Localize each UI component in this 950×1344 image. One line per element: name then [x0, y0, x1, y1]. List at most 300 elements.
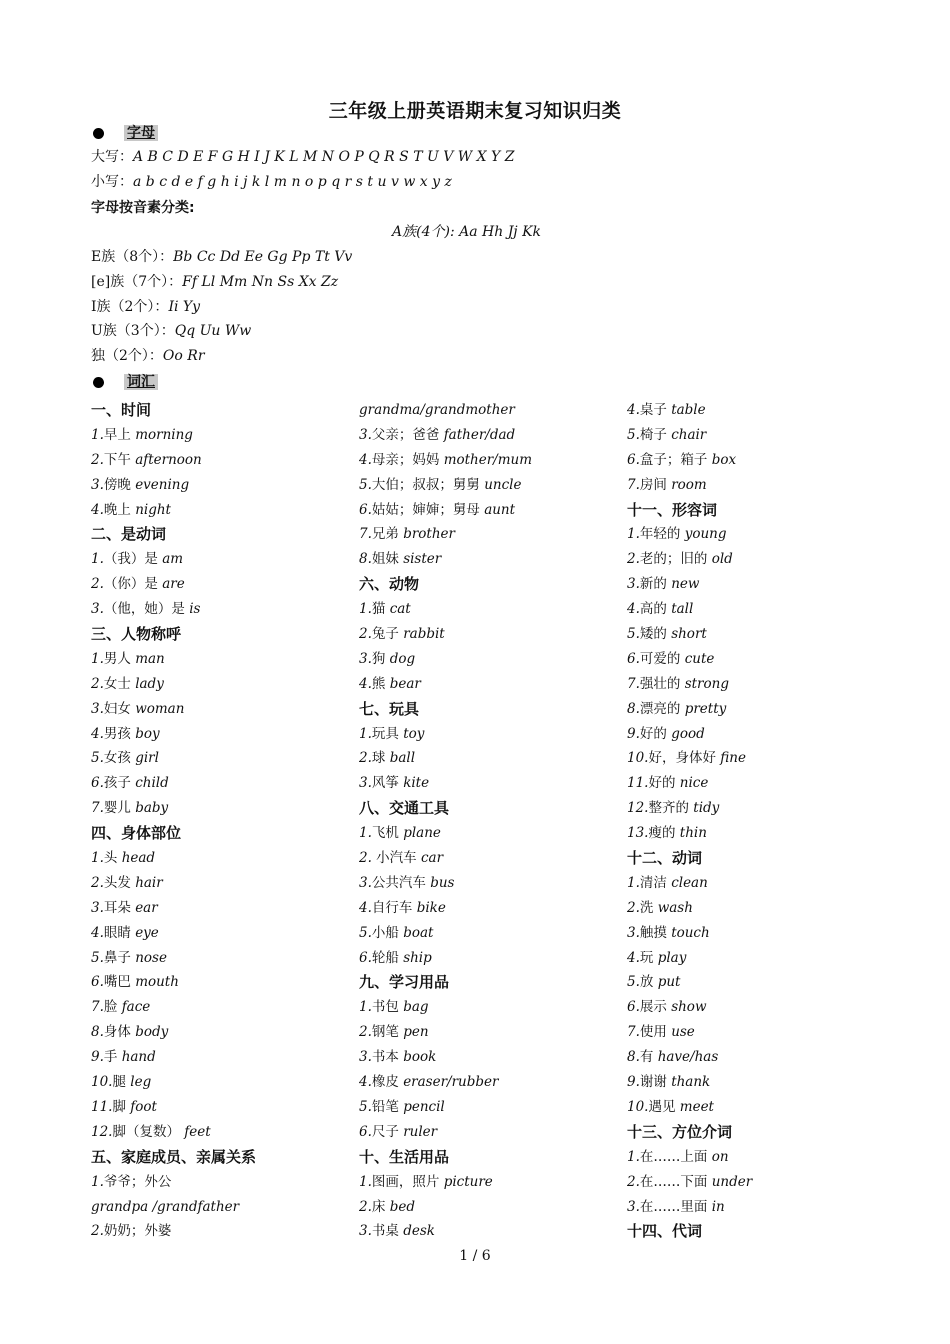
item-chinese: 清洁	[639, 874, 672, 891]
vocab-item	[91, 995, 351, 1020]
item-number: 1.	[359, 999, 372, 1016]
item-english: bed	[389, 1198, 415, 1215]
item-chinese: 母亲；妈妈	[371, 451, 444, 468]
vocab-category-heading: 九、学习用品	[359, 973, 450, 992]
lowercase-line: 小写：a b c d e f g h i j k l m n o p q r s t u v w x y z	[91, 174, 452, 190]
vocab-item	[359, 896, 619, 921]
vocab-item	[359, 995, 619, 1020]
vocab-item	[359, 473, 619, 498]
item-english: lady	[135, 675, 164, 692]
item-chinese: 傍晚	[103, 476, 136, 493]
vocab-item	[91, 1095, 351, 1120]
item-english: room	[671, 476, 707, 493]
item-chinese: 风筝	[371, 775, 404, 792]
letters-section-header	[91, 123, 158, 143]
item-chinese: 下午	[103, 451, 136, 468]
item-chinese: 有	[639, 1049, 658, 1066]
vocab-item	[91, 871, 351, 896]
item-english: show	[671, 999, 707, 1016]
vocab-item	[91, 672, 351, 697]
item-english: woman	[135, 700, 185, 717]
item-english: book	[403, 1049, 437, 1066]
vocab-item	[91, 647, 351, 672]
item-chinese: 自行车	[371, 899, 417, 916]
vocab-item	[627, 697, 887, 722]
item-number: 4.	[627, 402, 640, 418]
item-english: grandma/grandmother	[359, 402, 515, 418]
vocab-item	[359, 672, 619, 697]
item-english: afternoon	[135, 451, 202, 468]
item-chinese: 小船	[371, 924, 404, 941]
item-chinese: 鼻子	[103, 949, 136, 966]
item-chinese: 书本	[371, 1049, 404, 1066]
vocab-item	[627, 1170, 887, 1195]
item-chinese: 图画，照片	[371, 1173, 444, 1190]
item-chinese: 漂亮的	[639, 700, 685, 717]
item-chinese: 瘦的	[648, 825, 680, 842]
vocab-item	[627, 622, 887, 647]
item-chinese: 触摸	[639, 924, 672, 941]
item-number: 10.	[627, 750, 649, 767]
vocab-item	[627, 597, 887, 622]
item-english: table	[671, 402, 706, 418]
item-number: 12.	[627, 800, 649, 817]
vocab-item	[91, 846, 351, 871]
item-number: 2.	[359, 626, 372, 643]
vocab-item	[91, 572, 351, 597]
vocab-item	[359, 821, 619, 846]
item-chinese: 钢笔	[371, 1024, 404, 1041]
vocab-item	[359, 423, 619, 448]
vocab-item	[91, 1219, 351, 1244]
vocab-item	[359, 597, 619, 622]
item-number: 4.	[91, 501, 104, 518]
vocab-item	[627, 871, 887, 896]
vocab-item	[359, 921, 619, 946]
item-chinese: 轮船	[371, 949, 404, 966]
vocab-item	[627, 547, 887, 572]
uppercase-line: 大写：A B C D E F G H I J K L M N O P Q R S T U V W X Y Z	[91, 149, 515, 165]
item-number: 3.	[359, 1049, 372, 1066]
bullet-icon	[93, 128, 104, 139]
item-english: pencil	[403, 1098, 445, 1115]
vocab-item	[627, 746, 887, 771]
vocab-item	[627, 722, 887, 747]
phoneme-heading: 字母按音素分类:	[91, 200, 195, 216]
item-number: 9.	[627, 1074, 640, 1091]
item-chinese: 眼睛	[103, 924, 136, 941]
item-number: 4.	[359, 1074, 372, 1091]
item-english: boat	[403, 924, 434, 941]
item-number: 6.	[359, 501, 372, 518]
item-english: box	[711, 451, 737, 468]
group-u: U族（3个）：Qq Uu Ww	[91, 323, 252, 339]
item-number: 1.	[627, 1148, 640, 1165]
item-chinese: 高的	[639, 601, 672, 618]
vocab-item	[359, 498, 619, 523]
item-english: leg	[130, 1074, 152, 1091]
item-chinese: 女士	[103, 675, 136, 692]
vocab-item	[359, 1020, 619, 1045]
item-english: are	[162, 576, 185, 593]
item-chinese: （我）是	[103, 551, 163, 568]
vocab-item	[627, 995, 887, 1020]
item-chinese: 盒子；箱子	[639, 451, 712, 468]
item-number: 2.	[91, 675, 104, 692]
vocab-item	[627, 423, 887, 448]
item-number: 4.	[359, 675, 372, 692]
item-number: 5.	[91, 750, 104, 767]
item-chinese: 父亲；爸爸	[371, 426, 444, 443]
item-number: 4.	[359, 451, 372, 468]
vocab-column-3	[627, 398, 887, 1244]
item-number: 4.	[91, 924, 104, 941]
vocab-item	[627, 796, 887, 821]
item-english: eraser/rubber	[403, 1074, 499, 1091]
vocab-category-heading: 十三、方位介词	[627, 1122, 733, 1141]
item-chinese: 玩具	[371, 725, 404, 742]
item-number: 4.	[91, 725, 104, 742]
item-english: chair	[671, 426, 707, 443]
group-i: I族（2个）：Ii Yy	[91, 299, 201, 315]
vocab-item	[359, 622, 619, 647]
item-chinese: 身体	[103, 1024, 136, 1041]
vocab-item	[627, 921, 887, 946]
vocab-item	[627, 1045, 887, 1070]
item-number: 3.	[91, 700, 104, 717]
item-english: baby	[135, 800, 169, 817]
item-chinese: 橡皮	[371, 1074, 404, 1091]
item-english: car	[420, 850, 444, 867]
item-chinese: 铅笔	[371, 1098, 404, 1115]
item-number: 1.	[91, 1173, 104, 1190]
item-english: on	[711, 1148, 729, 1165]
vocab-item	[359, 1219, 619, 1244]
item-chinese: （你）是	[103, 576, 163, 593]
vocab-section-header	[91, 372, 158, 392]
item-chinese: 桌子	[639, 402, 672, 418]
item-chinese: 强壮的	[639, 675, 685, 692]
item-chinese: 飞机	[371, 825, 404, 842]
item-number: 1.	[91, 426, 104, 443]
item-english: clean	[671, 874, 708, 891]
vocab-item	[359, 647, 619, 672]
vocab-item	[627, 448, 887, 473]
item-english: touch	[671, 924, 710, 941]
item-english: grandpa /grandfather	[91, 1198, 240, 1215]
item-english: tidy	[693, 800, 720, 817]
item-english: father/dad	[443, 426, 516, 443]
vocab-item	[91, 697, 351, 722]
vocab-category-heading: 五、家庭成员、亲属关系	[91, 1147, 257, 1166]
item-english: under	[711, 1173, 753, 1190]
vocab-item	[91, 473, 351, 498]
item-number: 3.	[627, 576, 640, 593]
item-chinese: 在……上面	[639, 1148, 712, 1165]
vocab-category-heading: 八、交通工具	[359, 799, 450, 818]
item-english: child	[135, 775, 169, 792]
item-chinese: 使用	[639, 1024, 672, 1041]
vocab-item	[91, 423, 351, 448]
item-number: 1.	[91, 551, 104, 568]
vocab-item	[359, 1120, 619, 1145]
item-number: 2.	[627, 1173, 640, 1190]
item-english: pretty	[684, 700, 727, 717]
item-number: 7.	[91, 999, 104, 1016]
item-chinese: 妇女	[103, 700, 136, 717]
item-number: 5.	[359, 476, 372, 493]
item-english: rabbit	[403, 626, 445, 643]
vocab-category-heading: 三、人物称呼	[91, 625, 182, 644]
item-number: 6.	[627, 451, 640, 468]
item-chinese: 男人	[103, 650, 136, 667]
item-number: 4.	[627, 601, 640, 618]
item-chinese: 洗	[639, 899, 658, 916]
item-chinese: 小汽车	[371, 850, 421, 867]
item-english: new	[671, 576, 700, 593]
vocab-item	[627, 1095, 887, 1120]
item-english: desk	[403, 1223, 435, 1240]
vocab-item	[91, 1070, 351, 1095]
item-number: 7.	[627, 476, 640, 493]
group-a: A族(4个): Aa Hh Jj Kk	[392, 224, 542, 240]
item-chinese: 年轻的	[639, 526, 685, 543]
item-chinese: 可爱的	[639, 650, 685, 667]
page-number: 1 / 6	[459, 1248, 491, 1264]
vocab-column-2	[359, 398, 619, 1244]
item-english: short	[671, 626, 707, 643]
item-number: 8.	[627, 700, 640, 717]
item-english: old	[711, 551, 733, 568]
item-chinese: 老的；旧的	[639, 551, 712, 568]
item-number: 2.	[359, 1024, 372, 1041]
vocab-item	[627, 572, 887, 597]
vocab-item	[359, 771, 619, 796]
item-chinese: 在……里面	[639, 1198, 712, 1215]
vocab-item	[91, 722, 351, 747]
item-english: plane	[403, 825, 441, 842]
item-chinese: 新的	[639, 576, 672, 593]
item-chinese: 公共汽车	[371, 874, 431, 891]
item-chinese: 放	[639, 974, 658, 991]
item-number: 3.	[359, 650, 372, 667]
item-number: 5.	[359, 1098, 372, 1115]
item-number: 8.	[91, 1024, 104, 1041]
item-number: 6.	[627, 650, 640, 667]
vocab-item	[91, 946, 351, 971]
item-english: in	[711, 1198, 725, 1215]
item-chinese: 矮的	[639, 626, 672, 643]
item-english: put	[657, 974, 681, 991]
group-solo: 独（2个）：Oo Rr	[91, 348, 205, 364]
item-number: 3.	[359, 874, 372, 891]
item-number: 6.	[91, 974, 104, 991]
vocab-category-heading: 十、生活用品	[359, 1147, 450, 1166]
item-number: 1.	[359, 825, 372, 842]
item-number: 2.	[627, 899, 640, 916]
vocab-item	[359, 722, 619, 747]
item-number: 8.	[627, 1049, 640, 1066]
item-number: 5.	[627, 974, 640, 991]
item-number: 3.	[359, 1223, 372, 1240]
item-english: eye	[135, 924, 159, 941]
item-chinese: 球	[371, 750, 390, 767]
item-english: good	[671, 725, 705, 742]
item-chinese: 姑姑；婶婶；舅母	[371, 501, 485, 518]
vocab-item	[91, 896, 351, 921]
item-chinese: 好的	[648, 775, 680, 792]
vocab-item	[91, 1045, 351, 1070]
item-chinese: 手	[103, 1049, 122, 1066]
item-english: tall	[671, 601, 694, 618]
vocab-item	[627, 771, 887, 796]
vocab-item	[359, 1045, 619, 1070]
item-english: cute	[684, 650, 715, 667]
item-number: 5.	[627, 626, 640, 643]
item-english: thank	[671, 1074, 711, 1091]
vocab-item	[359, 398, 619, 423]
item-chinese: 床	[371, 1198, 390, 1215]
item-english: bag	[403, 999, 429, 1016]
item-number: 3.	[627, 1198, 640, 1215]
vocab-category-heading: 一、时间	[91, 401, 152, 419]
item-number: 3.	[359, 775, 372, 792]
vocab-item	[627, 672, 887, 697]
item-english: body	[135, 1024, 169, 1041]
item-english: girl	[135, 750, 159, 767]
item-chinese: 耳朵	[103, 899, 136, 916]
item-number: 2.	[91, 451, 104, 468]
vocab-item	[627, 1195, 887, 1220]
item-number: 3.	[91, 601, 104, 618]
item-english: toy	[403, 725, 425, 742]
item-number: 1.	[627, 526, 640, 543]
item-number: 2.	[91, 874, 104, 891]
vocab-item	[91, 1195, 351, 1220]
vocab-section-label: 词汇	[124, 374, 158, 390]
item-chinese: 脚（复数）	[112, 1123, 185, 1140]
item-number: 7.	[359, 526, 372, 543]
item-chinese: 整齐的	[648, 800, 694, 817]
item-number: 2.	[359, 850, 372, 867]
item-chinese: 晚上	[103, 501, 136, 518]
vocab-item	[627, 946, 887, 971]
vocab-item	[359, 946, 619, 971]
vocab-item	[627, 473, 887, 498]
item-chinese: 好，身体好	[648, 750, 721, 767]
vocab-item	[359, 547, 619, 572]
vocab-item	[91, 597, 351, 622]
item-english: brother	[403, 526, 455, 543]
vocab-item	[359, 1095, 619, 1120]
item-english: dog	[389, 650, 416, 667]
vocab-category-heading: 十二、动词	[627, 849, 703, 868]
item-english: cat	[389, 601, 411, 618]
vocab-item	[359, 846, 619, 871]
vocab-column-1	[91, 398, 351, 1244]
item-number: 8.	[359, 551, 372, 568]
item-english: aunt	[484, 501, 516, 518]
item-number: 2.	[91, 1223, 104, 1240]
group-e: E族（8个）：Bb Cc Dd Ee Gg Pp Tt Vv	[91, 249, 353, 265]
vocab-item	[359, 448, 619, 473]
vocab-item	[359, 1170, 619, 1195]
item-number: 1.	[91, 650, 104, 667]
item-english: strong	[684, 675, 729, 692]
item-chinese: 椅子	[639, 426, 672, 443]
item-english: bike	[416, 899, 446, 916]
item-chinese: 谢谢	[639, 1074, 672, 1091]
vocab-item	[91, 547, 351, 572]
item-number: 6.	[627, 999, 640, 1016]
item-chinese: 奶奶；外婆	[103, 1223, 172, 1240]
item-english: pen	[403, 1024, 429, 1041]
item-number: 1.	[627, 874, 640, 891]
item-number: 3.	[91, 476, 104, 493]
page-title: 三年级上册英语期末复习知识归类	[328, 100, 622, 122]
item-number: 7.	[627, 1024, 640, 1041]
item-number: 4.	[359, 899, 372, 916]
item-english: play	[657, 949, 687, 966]
item-english: ball	[389, 750, 416, 767]
letters-section-label: 字母	[124, 125, 158, 141]
vocab-category-heading: 十一、形容词	[627, 500, 718, 519]
item-chinese: 在……下面	[639, 1173, 712, 1190]
vocab-item	[359, 1195, 619, 1220]
vocab-item	[91, 498, 351, 523]
item-english: am	[162, 551, 184, 568]
item-english: thin	[679, 825, 707, 842]
item-chinese: 早上	[103, 426, 136, 443]
vocab-item	[359, 746, 619, 771]
item-english: fine	[720, 750, 746, 767]
vocab-item	[91, 1120, 351, 1145]
bullet-icon	[93, 377, 104, 388]
item-english: head	[121, 850, 156, 867]
item-number: 2.	[91, 576, 104, 593]
item-english: face	[121, 999, 151, 1016]
item-number: 2.	[359, 750, 372, 767]
item-number: 1.	[359, 601, 372, 618]
item-english: mouth	[135, 974, 179, 991]
item-number: 1.	[91, 850, 104, 867]
vocab-item	[627, 1070, 887, 1095]
item-english: evening	[135, 476, 190, 493]
item-chinese: 头发	[103, 874, 136, 891]
vocab-item	[627, 398, 887, 423]
item-english: wash	[657, 899, 693, 916]
vocab-item	[627, 1020, 887, 1045]
item-number: 1.	[359, 725, 372, 742]
item-chinese: 兔子	[371, 626, 404, 643]
vocab-item	[627, 1145, 887, 1170]
item-english: boy	[135, 725, 160, 742]
item-number: 7.	[91, 800, 104, 817]
item-number: 9.	[91, 1049, 104, 1066]
vocab-item	[627, 522, 887, 547]
item-english: mother/mum	[443, 451, 533, 468]
item-chinese: 孩子	[103, 775, 136, 792]
item-number: 5.	[627, 426, 640, 443]
item-english: is	[189, 601, 201, 618]
item-number: 9.	[627, 725, 640, 742]
item-english: bear	[389, 675, 421, 692]
item-english: ship	[403, 949, 432, 966]
item-english: picture	[443, 1173, 493, 1190]
vocab-item	[91, 921, 351, 946]
item-number: 11.	[627, 775, 649, 792]
item-chinese: 脸	[103, 999, 122, 1016]
